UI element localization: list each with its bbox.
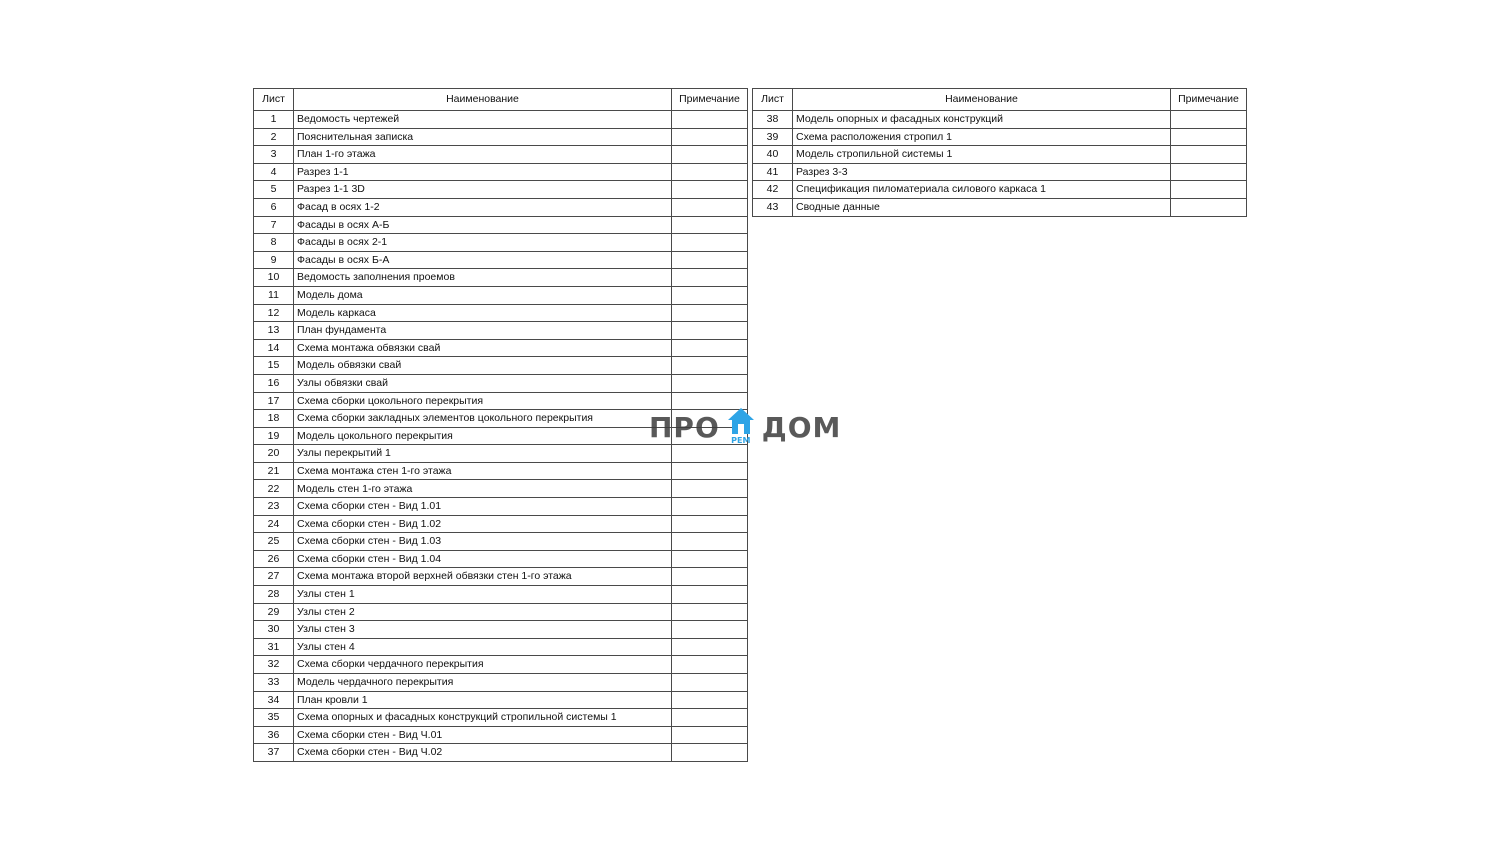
sheet-number-cell: 2 <box>254 128 294 146</box>
sheet-note-cell <box>672 726 748 744</box>
sheet-number-cell: 41 <box>753 163 793 181</box>
table-row <box>254 691 748 709</box>
sheet-note-cell <box>1171 146 1247 164</box>
sheet-name-cell: Схема сборки стен - Вид Ч.02 <box>294 744 672 762</box>
sheet-number-cell: 19 <box>254 427 294 445</box>
sheet-note-cell <box>672 515 748 533</box>
sheet-name-cell: Схема опорных и фасадных конструкций стропильной системы 1 <box>294 709 672 727</box>
sheet-note-cell <box>672 709 748 727</box>
sheet-number-cell: 16 <box>254 374 294 392</box>
sheet-name-cell: Схема сборки цокольного перекрытия <box>294 392 672 410</box>
sheet-number-cell: 27 <box>254 568 294 586</box>
sheet-note-cell <box>672 638 748 656</box>
table-row <box>254 533 748 551</box>
table-row <box>254 234 748 252</box>
sheet-name-cell: Узлы стен 2 <box>294 603 672 621</box>
table-row <box>254 462 748 480</box>
sheet-number-cell: 31 <box>254 638 294 656</box>
sheet-note-cell <box>672 251 748 269</box>
table-row <box>254 339 748 357</box>
sheet-note-cell <box>672 374 748 392</box>
table-row <box>753 111 1247 129</box>
sheet-note-cell <box>1171 163 1247 181</box>
sheet-name-cell: Фасады в осях 2-1 <box>294 234 672 252</box>
drawing-list-table-right <box>752 88 1247 217</box>
table-row <box>254 251 748 269</box>
sheet-number-cell: 21 <box>254 462 294 480</box>
sheet-number-cell: 5 <box>254 181 294 199</box>
table-row <box>753 181 1247 199</box>
sheet-number-cell: 9 <box>254 251 294 269</box>
sheet-name-cell: Фасады в осях А-Б <box>294 216 672 234</box>
sheet-name-cell: Схема сборки стен - Вид 1.01 <box>294 498 672 516</box>
sheet-note-cell <box>1171 181 1247 199</box>
sheet-name-cell: Ведомость чертежей <box>294 111 672 129</box>
sheet-number-cell: 13 <box>254 322 294 340</box>
table-row <box>254 216 748 234</box>
sheet-number-cell: 6 <box>254 198 294 216</box>
sheet-name-cell: План кровли 1 <box>294 691 672 709</box>
sheet-name-cell: Схема сборки стен - Вид Ч.01 <box>294 726 672 744</box>
sheet-note-cell <box>672 586 748 604</box>
sheet-note-cell <box>672 322 748 340</box>
sheet-name-cell: Узлы перекрытий 1 <box>294 445 672 463</box>
sheet-number-cell: 1 <box>254 111 294 129</box>
sheet-number-cell: 4 <box>254 163 294 181</box>
sheet-number-cell: 30 <box>254 621 294 639</box>
sheet-number-cell: 17 <box>254 392 294 410</box>
sheet-name-cell: Схема сборки стен - Вид 1.02 <box>294 515 672 533</box>
watermark-logo <box>649 404 841 450</box>
header-name: Наименование <box>294 89 672 111</box>
sheet-note-cell <box>672 198 748 216</box>
table-row <box>254 163 748 181</box>
table-row <box>753 163 1247 181</box>
table-row <box>254 744 748 762</box>
sheet-note-cell <box>672 146 748 164</box>
sheet-name-cell: Пояснительная записка <box>294 128 672 146</box>
sheet-name-cell: Модель стропильной системы 1 <box>793 146 1171 164</box>
sheet-number-cell: 10 <box>254 269 294 287</box>
table-row <box>254 498 748 516</box>
header-note: Примечание <box>1171 89 1247 111</box>
sheet-note-cell <box>672 621 748 639</box>
sheet-name-cell: Фасады в осях Б-А <box>294 251 672 269</box>
sheet-number-cell: 18 <box>254 410 294 428</box>
table-header-row <box>254 89 748 111</box>
sheet-number-cell: 34 <box>254 691 294 709</box>
sheet-number-cell: 3 <box>254 146 294 164</box>
sheet-number-cell: 11 <box>254 286 294 304</box>
sheet-note-cell <box>672 163 748 181</box>
sheet-note-cell <box>672 744 748 762</box>
sheet-note-cell <box>672 533 748 551</box>
sheet-note-cell <box>672 128 748 146</box>
table-row <box>254 568 748 586</box>
table-row <box>254 357 748 375</box>
table-row <box>254 111 748 129</box>
sheet-name-cell: Спецификация пиломатериала силового каркаса 1 <box>793 181 1171 199</box>
table-row <box>254 621 748 639</box>
table-row <box>254 322 748 340</box>
table-row <box>254 286 748 304</box>
table-row <box>254 674 748 692</box>
sheet-note-cell <box>672 111 748 129</box>
header-sheet: Лист <box>254 89 294 111</box>
sheet-note-cell <box>672 656 748 674</box>
watermark-sub-text: РЕМ <box>731 436 751 445</box>
sheet-note-cell <box>672 550 748 568</box>
sheet-note-cell <box>1171 111 1247 129</box>
watermark-left-text: ПРО <box>649 410 720 444</box>
table-body-right <box>753 111 1247 217</box>
table-row <box>254 128 748 146</box>
sheet-name-cell: Модель обвязки свай <box>294 357 672 375</box>
sheet-number-cell: 40 <box>753 146 793 164</box>
sheet-number-cell: 20 <box>254 445 294 463</box>
sheet-name-cell: Фасад в осях 1-2 <box>294 198 672 216</box>
sheet-name-cell: Модель каркаса <box>294 304 672 322</box>
table-row <box>753 198 1247 216</box>
table-row <box>254 480 748 498</box>
sheet-name-cell: Модель чердачного перекрытия <box>294 674 672 692</box>
sheet-name-cell: Узлы стен 3 <box>294 621 672 639</box>
sheet-number-cell: 22 <box>254 480 294 498</box>
table-row <box>254 181 748 199</box>
sheet-note-cell <box>672 357 748 375</box>
table-row <box>254 726 748 744</box>
table-row <box>254 638 748 656</box>
table-row <box>254 304 748 322</box>
sheet-note-cell <box>1171 128 1247 146</box>
sheet-number-cell: 42 <box>753 181 793 199</box>
table-row <box>254 709 748 727</box>
watermark-right-text: ДОМ <box>761 410 842 444</box>
sheet-name-cell: Схема сборки чердачного перекрытия <box>294 656 672 674</box>
header-sheet: Лист <box>753 89 793 111</box>
sheet-number-cell: 8 <box>254 234 294 252</box>
table-row <box>753 128 1247 146</box>
table-row <box>254 550 748 568</box>
table-row <box>254 146 748 164</box>
table-row <box>254 374 748 392</box>
table-row <box>254 586 748 604</box>
sheet-number-cell: 33 <box>254 674 294 692</box>
sheet-number-cell: 26 <box>254 550 294 568</box>
sheet-number-cell: 24 <box>254 515 294 533</box>
sheet-number-cell: 15 <box>254 357 294 375</box>
table-row <box>254 656 748 674</box>
sheet-name-cell: Разрез 1-1 3D <box>294 181 672 199</box>
sheet-name-cell: Сводные данные <box>793 198 1171 216</box>
sheet-note-cell <box>672 691 748 709</box>
sheet-note-cell <box>672 674 748 692</box>
sheet-number-cell: 38 <box>753 111 793 129</box>
sheet-note-cell <box>672 339 748 357</box>
sheet-name-cell: Модель дома <box>294 286 672 304</box>
header-name: Наименование <box>793 89 1171 111</box>
sheet-note-cell <box>672 603 748 621</box>
sheet-name-cell: Схема сборки закладных элементов цокольного перекрытия <box>294 410 672 428</box>
sheet-number-cell: 36 <box>254 726 294 744</box>
sheet-name-cell: Схема сборки стен - Вид 1.04 <box>294 550 672 568</box>
sheet-number-cell: 37 <box>254 744 294 762</box>
table-row <box>254 198 748 216</box>
sheet-name-cell: Схема монтажа обвязки свай <box>294 339 672 357</box>
sheet-name-cell: Узлы стен 4 <box>294 638 672 656</box>
house-icon <box>726 406 756 448</box>
sheet-name-cell: Схема монтажа второй верхней обвязки стен 1-го этажа <box>294 568 672 586</box>
sheet-name-cell: Узлы стен 1 <box>294 586 672 604</box>
sheet-name-cell: Модель цокольного перекрытия <box>294 427 672 445</box>
sheet-note-cell <box>672 216 748 234</box>
sheet-number-cell: 28 <box>254 586 294 604</box>
table-header-row <box>753 89 1247 111</box>
sheet-number-cell: 39 <box>753 128 793 146</box>
sheet-note-cell <box>672 304 748 322</box>
sheet-name-cell: Модель опорных и фасадных конструкций <box>793 111 1171 129</box>
sheet-name-cell: Схема сборки стен - Вид 1.03 <box>294 533 672 551</box>
sheet-note-cell <box>672 480 748 498</box>
sheet-note-cell <box>672 181 748 199</box>
sheet-name-cell: Узлы обвязки свай <box>294 374 672 392</box>
sheet-number-cell: 7 <box>254 216 294 234</box>
sheet-name-cell: Ведомость заполнения проемов <box>294 269 672 287</box>
sheet-number-cell: 12 <box>254 304 294 322</box>
sheet-name-cell: План 1-го этажа <box>294 146 672 164</box>
sheet-note-cell <box>672 462 748 480</box>
sheet-note-cell <box>672 568 748 586</box>
sheet-number-cell: 29 <box>254 603 294 621</box>
sheet-name-cell: Модель стен 1-го этажа <box>294 480 672 498</box>
table-row <box>254 269 748 287</box>
sheet-name-cell: Разрез 3-3 <box>793 163 1171 181</box>
sheet-number-cell: 35 <box>254 709 294 727</box>
table-row <box>753 146 1247 164</box>
sheet-number-cell: 25 <box>254 533 294 551</box>
sheet-number-cell: 43 <box>753 198 793 216</box>
table-row <box>254 515 748 533</box>
sheet-note-cell <box>672 269 748 287</box>
sheet-number-cell: 14 <box>254 339 294 357</box>
sheet-note-cell <box>672 234 748 252</box>
sheet-name-cell: Схема расположения стропил 1 <box>793 128 1171 146</box>
sheet-number-cell: 23 <box>254 498 294 516</box>
sheet-note-cell <box>672 498 748 516</box>
sheet-name-cell: Разрез 1-1 <box>294 163 672 181</box>
header-note: Примечание <box>672 89 748 111</box>
sheet-note-cell <box>672 286 748 304</box>
sheet-name-cell: Схема монтажа стен 1-го этажа <box>294 462 672 480</box>
sheet-note-cell <box>1171 198 1247 216</box>
table-row <box>254 603 748 621</box>
sheet-name-cell: План фундамента <box>294 322 672 340</box>
sheet-number-cell: 32 <box>254 656 294 674</box>
